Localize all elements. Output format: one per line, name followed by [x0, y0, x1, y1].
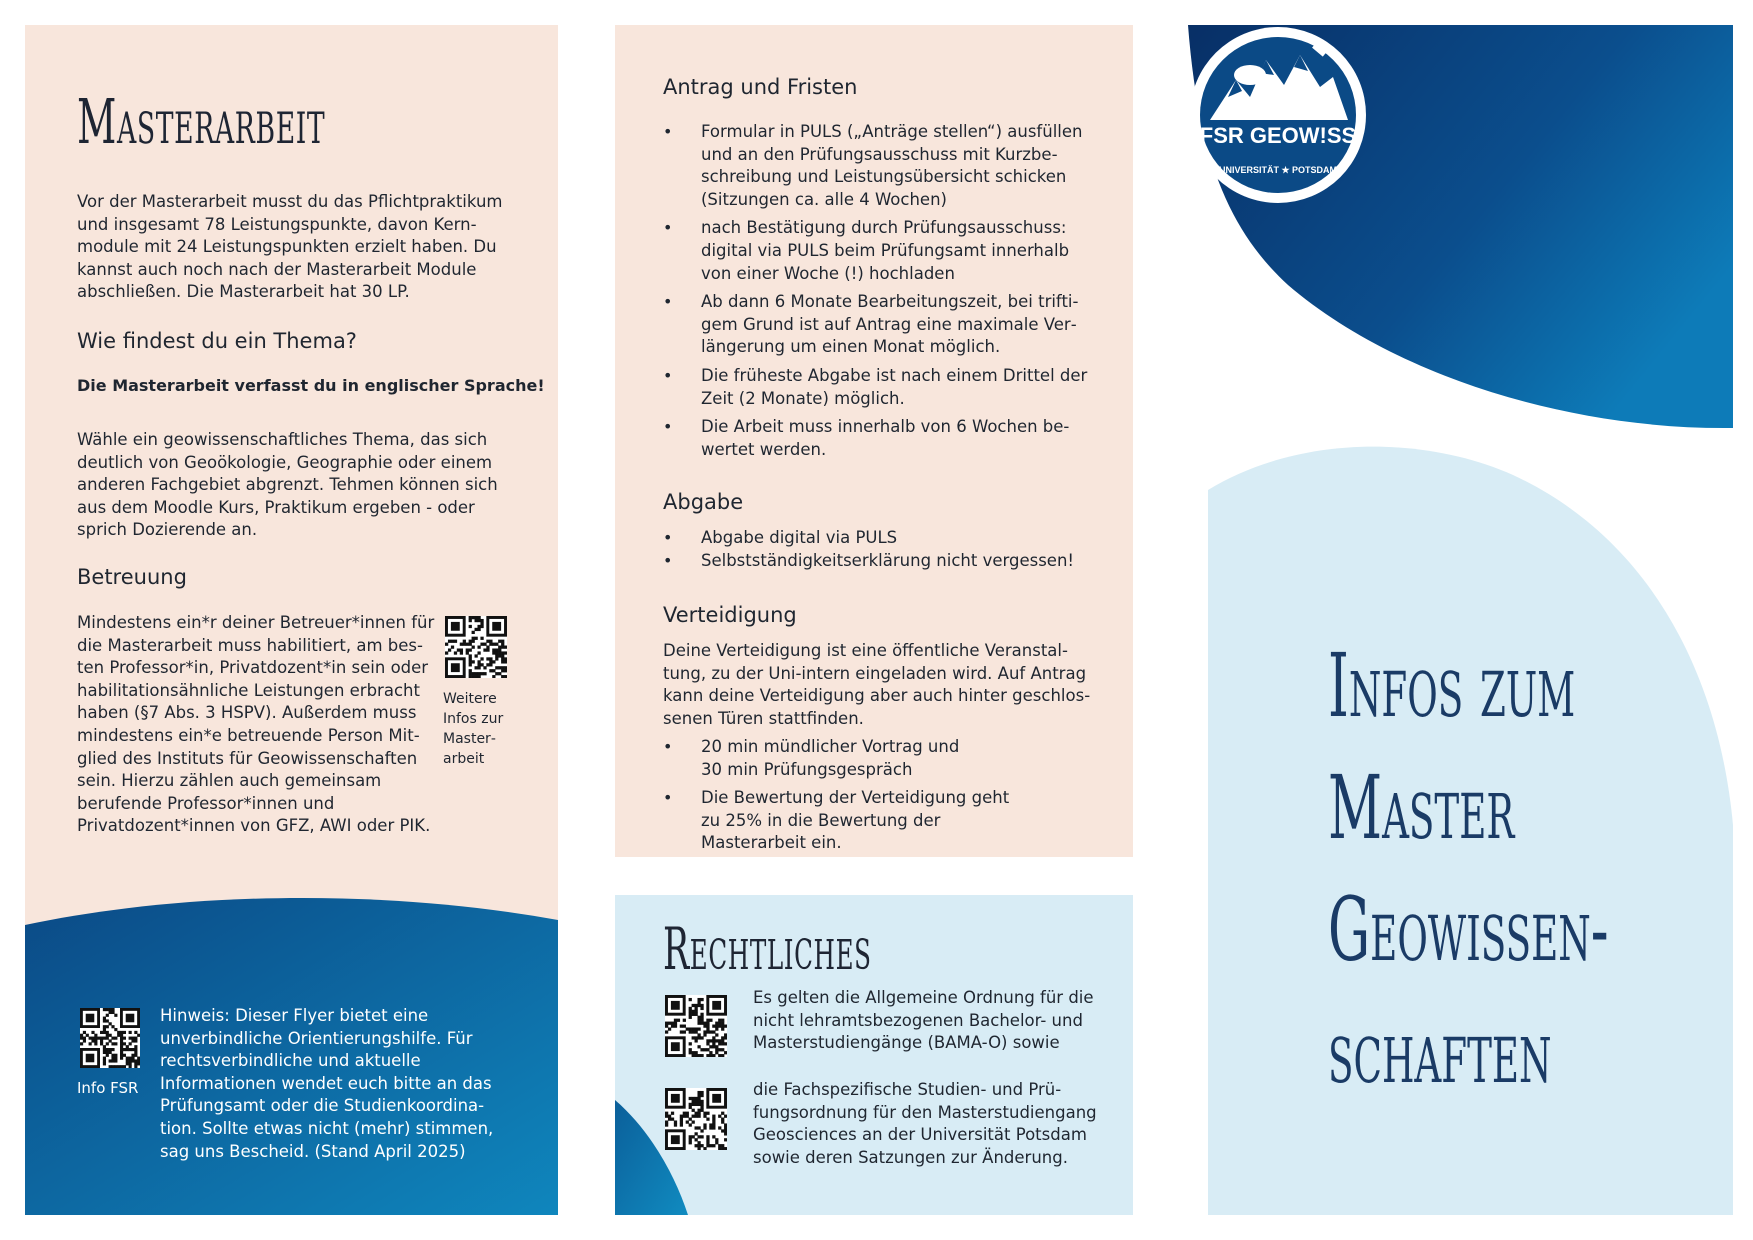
antrag-list	[663, 121, 1093, 467]
list-item: • Die früheste Abgabe ist nach einem Drittel der Zeit (2 Monate) möglich.	[663, 365, 1093, 410]
cover-title-line: Master	[1328, 756, 1515, 859]
list-item: • Selbstständigkeitserklärung nicht vergessen!	[663, 550, 1093, 573]
disclaimer-text: Hinweis: Dieser Flyer bietet eine unverbindliche Orientierungshilfe. Für rechtsverbindliche und aktuelle Informationen wendet euch bitte an das Prüfungsamt oder die Studienkoordination. Sollte etwas nicht (mehr) stimmen, sag uns Bescheid. (Stand April 2025)	[160, 1006, 494, 1161]
betreuung-text: Mindestens ein*r deiner Betreuer*innen für die Masterarbeit muss habilitiert, am besten Professor*in, Privatdozent*in sein oder habilitationsähnliche Leistungen erbracht haben (§7 Abs. 3 HSPV). Außerdem muss mindestens ein*e betreuende Person Mitglied des Instituts für Geowissenschaften sein. Hierzu zählen auch gemeinsam berufende Professor*innen und Privatdozent*innen von GFZ, AWI oder PIK.	[77, 613, 435, 836]
masterarbeit-panel	[25, 25, 558, 1215]
legal-panel	[615, 895, 1133, 1215]
logo-text: FSR GEOW!SS	[1199, 123, 1357, 148]
cover-title-line: Geowissen-	[1328, 878, 1609, 981]
list-item: • 20 min mündlicher Vortrag und 30 min Prüfungsgespräch	[663, 736, 981, 781]
logo-subtitle: UNIVERSITÄT ★ POTSDAM	[1218, 165, 1338, 175]
list-item: • Ab dann 6 Monate Bearbeitungszeit, bei triftigem Grund ist auf Antrag eine maximale Verlängerung um einen Monat möglich.	[663, 291, 1093, 359]
legal-title: Rechtliches	[663, 915, 872, 983]
section-heading-betreuung: Betreuung	[77, 565, 187, 589]
list-item: • Die Arbeit muss innerhalb von 6 Wochen bewertet werden.	[663, 416, 1093, 461]
list-item: • Die Bewertung der Verteidigung geht zu 25% in die Bewertung der Masterarbeit ein.	[663, 787, 1031, 855]
section-heading-verteidigung: Verteidigung	[663, 603, 797, 627]
qr-caption: Weitere Infos zur Masterarbeit	[443, 691, 504, 767]
section-heading-thema: Wie findest du ein Thema?	[77, 329, 357, 353]
abgabe-list	[663, 527, 1093, 572]
list-item: • Abgabe digital via PULS	[663, 527, 1093, 550]
cover-panel	[1188, 25, 1733, 1215]
intro-text: Vor der Masterarbeit musst du das Pflichtpraktikum und insgesamt 78 Leistungspunkte, davon Kernmodule mit 24 Leistungspunkten erzielt haben. Du kannst auch noch nach der Masterarbeit Module abschließen. Die Masterarbeit hat 30 LP.	[77, 192, 503, 302]
qr-code-studienordnung[interactable]	[665, 1088, 727, 1150]
section-heading-abgabe: Abgabe	[663, 490, 744, 514]
qr-code-bama-o[interactable]	[665, 995, 727, 1057]
section-heading-antrag: Antrag und Fristen	[663, 75, 858, 99]
fsr-geowiss-logo	[1188, 25, 1368, 205]
cover-title-line: Infos zum	[1328, 634, 1576, 737]
legal-text-studienordnung: die Fachspezifische Studien- und Prüfungsordnung für den Masterstudiengang Geosciences an der Universität Potsdam sowie deren Satzungen zur Änderung.	[753, 1080, 1097, 1167]
page-title: Masterarbeit	[77, 85, 326, 158]
verteidigung-list	[663, 736, 1093, 861]
cover-title-line: schaften	[1328, 1000, 1552, 1103]
qr-code-masterarbeit[interactable]	[445, 616, 507, 678]
process-panel	[615, 25, 1133, 857]
language-note: Die Masterarbeit verfasst du in englischer Sprache!	[77, 376, 545, 395]
thema-text: Wähle ein geowissenschaftliches Thema, das sich deutlich von Geoökologie, Geographie oder einem anderen Fachgebiet abgrenzt. Tehmen können sich aus dem Moodle Kurs, Praktikum ergeben - oder sprich Dozierende an.	[77, 430, 498, 540]
qr-code-fsr[interactable]	[80, 1008, 140, 1068]
cover-title	[1328, 625, 1609, 1113]
list-item: • Formular in PULS („Anträge stellen“) ausfüllen und an den Prüfungsausschuss mit Kurzbeschreibung und Leistungsübersicht schicken (Sitzungen ca. alle 4 Wochen)	[663, 121, 1093, 211]
legal-text-bama-o: Es gelten die Allgemeine Ordnung für die nicht lehramtsbezogenen Bachelor- und Masterstudiengänge (BAMA-O) sowie	[753, 988, 1094, 1053]
list-item: • nach Bestätigung durch Prüfungsausschuss: digital via PULS beim Prüfungsamt innerhalb von einer Woche (!) hochladen	[663, 217, 1093, 285]
qr-caption-fsr: Info FSR	[77, 1079, 139, 1097]
verteidigung-text: Deine Verteidigung ist eine öffentliche Veranstaltung, zu der Uni-intern eingeladen wird. Auf Antrag kann deine Verteidigung aber auch hinter geschlossenen Türen stattfinden.	[663, 641, 1091, 728]
